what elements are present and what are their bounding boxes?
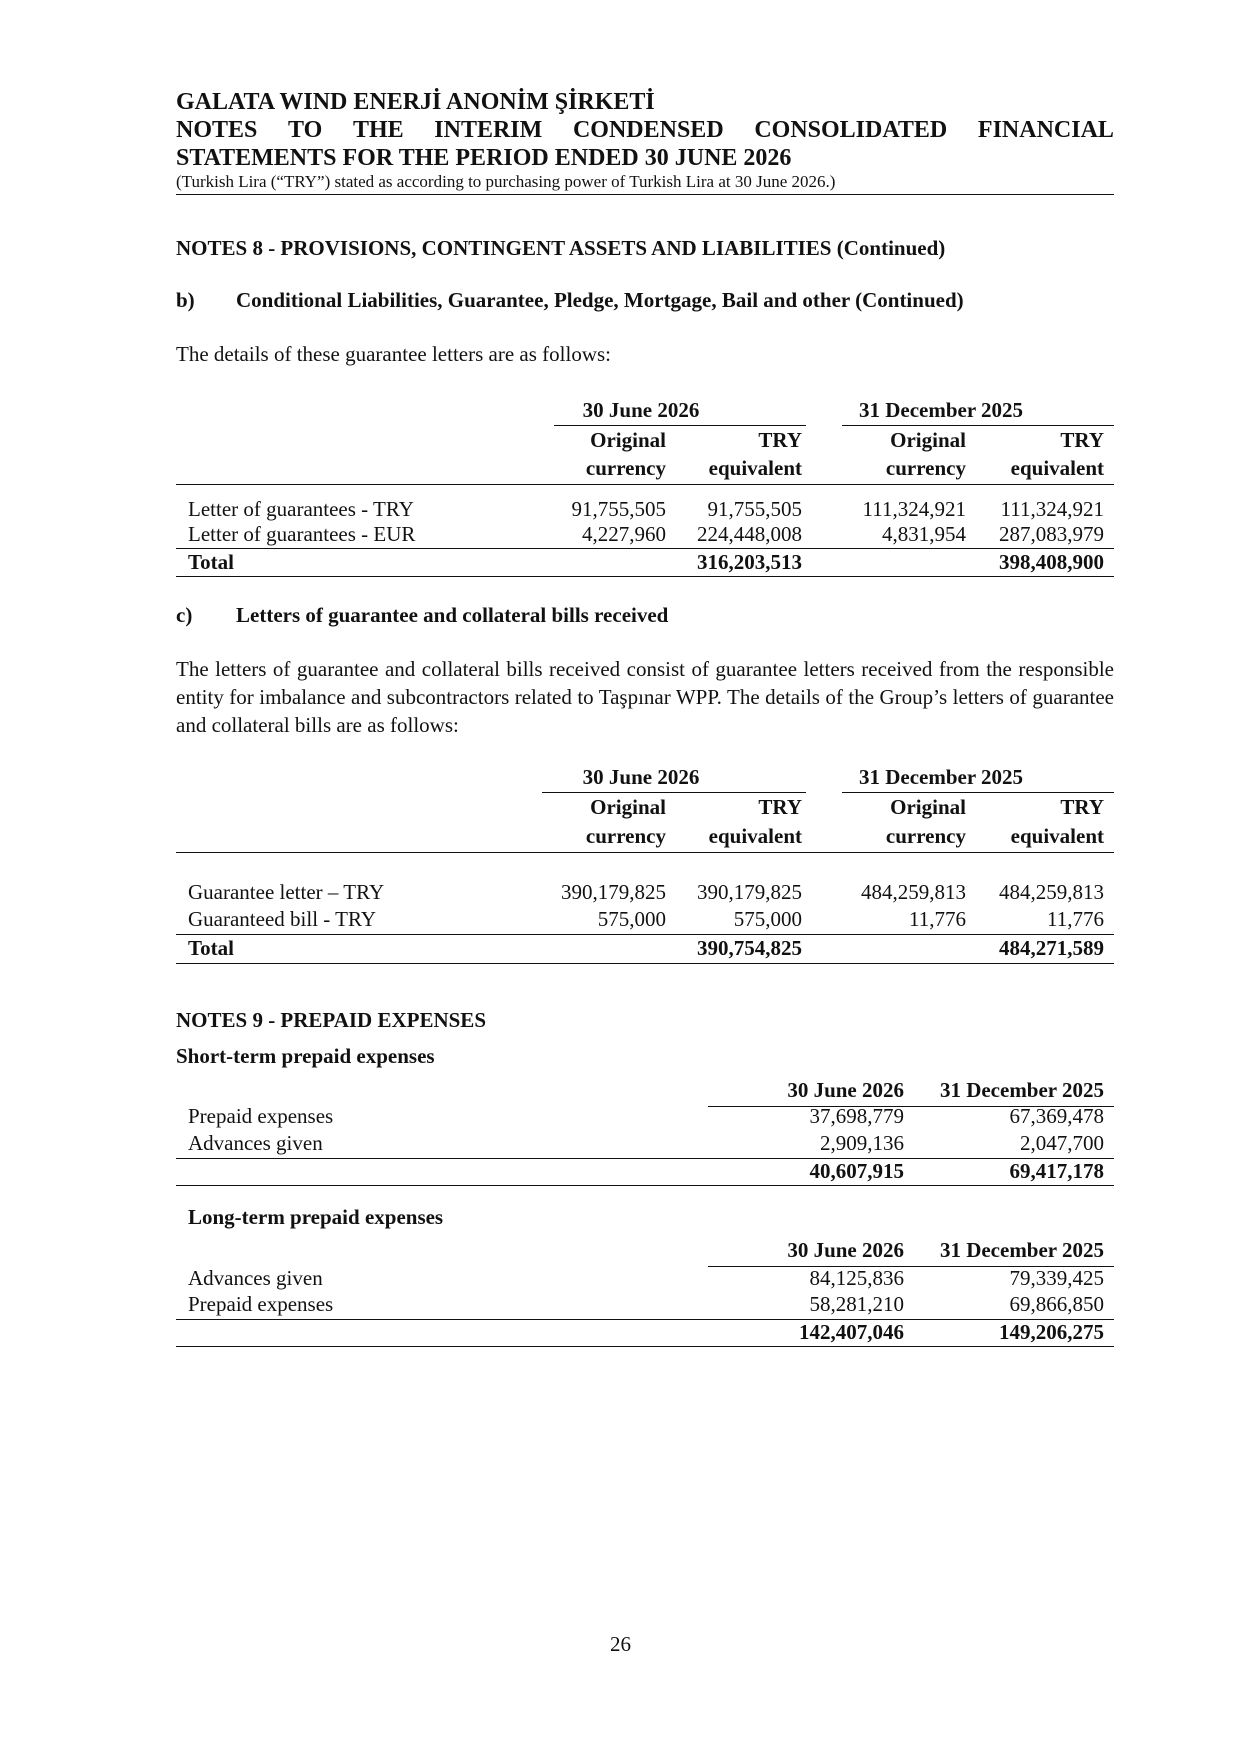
table-c-period2-rule — [842, 792, 1114, 793]
table-c-col-try2: TRY — [1060, 795, 1104, 819]
table-c-period1-rule — [542, 792, 806, 793]
header-statements-line: STATEMENTS FOR THE PERIOD ENDED 30 JUNE 2026 — [176, 145, 792, 171]
row-label: Guarantee letter – TRY — [188, 880, 385, 904]
total-p1: 390,754,825 — [697, 936, 802, 960]
row-p2-try: 111,324,921 — [1000, 497, 1104, 521]
row-p1-orig: 390,179,825 — [561, 880, 666, 904]
table-c-period2: 31 December 2025 — [858, 765, 1024, 789]
header-subtitle: (Turkish Lira (“TRY”) stated as according to purchasing power of Turkish Lira at 30 June 2026.) — [176, 172, 836, 191]
row-label: Advances given — [188, 1131, 323, 1155]
table-c-total-rule — [176, 934, 1114, 935]
table-b-col-try1b: equivalent — [708, 456, 802, 480]
table-c-period1: 30 June 2026 — [582, 765, 700, 789]
table-c-col-try1b: equivalent — [708, 824, 802, 848]
header-word: TO — [288, 117, 323, 143]
total-p2: 398,408,900 — [999, 550, 1104, 574]
note8-b-heading — [176, 288, 964, 313]
table-b-period1: 30 June 2026 — [582, 398, 700, 422]
short-term-title: Short-term prepaid expenses — [176, 1044, 435, 1068]
company-name: GALATA WIND ENERJİ ANONİM ŞİRKETİ — [176, 89, 655, 115]
table-b-bottom-rule — [176, 576, 1114, 577]
row-p1-try: 390,179,825 — [697, 880, 802, 904]
total-label: Total — [188, 550, 234, 574]
table-c-col-orig2: Original — [890, 795, 966, 819]
row-p1-try: 224,448,008 — [697, 522, 802, 546]
row-p1-try: 91,755,505 — [707, 497, 802, 521]
total-p1: 316,203,513 — [697, 550, 802, 574]
page-number: 26 — [610, 1632, 631, 1656]
table-c-bottom-rule — [176, 963, 1114, 964]
short-col1: 30 June 2026 — [787, 1078, 904, 1102]
table-c-col-orig1: Original — [590, 795, 666, 819]
row-v1: 2,909,136 — [820, 1131, 904, 1155]
table-c-col-try2b: equivalent — [1010, 824, 1104, 848]
table-c-col-orig1b: currency — [585, 824, 666, 848]
table-b-col-try2: TRY — [1060, 428, 1104, 452]
note9-title: NOTES 9 - PREPAID EXPENSES — [176, 1008, 486, 1032]
row-p2-orig: 484,259,813 — [861, 880, 966, 904]
header-word: FINANCIAL — [977, 117, 1114, 143]
row-label: Letter of guarantees - EUR — [188, 522, 416, 546]
table-b-col-orig2b: currency — [885, 456, 966, 480]
document-header — [176, 88, 1114, 195]
row-label: Prepaid expenses — [188, 1292, 334, 1316]
table-b-col-try1: TRY — [758, 428, 802, 452]
note8-c-title: Letters of guarantee and collateral bills received — [236, 603, 669, 627]
table-b-col-try2b: equivalent — [1010, 456, 1104, 480]
long-term-title: Long-term prepaid expenses — [188, 1205, 444, 1229]
row-p1-orig: 91,755,505 — [571, 497, 666, 521]
row-label: Guaranteed bill - TRY — [188, 907, 376, 931]
short-total-v1: 40,607,915 — [809, 1159, 904, 1183]
long-total-v1: 142,407,046 — [799, 1320, 904, 1344]
row-p2-orig: 111,324,921 — [862, 497, 966, 521]
note8-c-heading — [176, 603, 668, 628]
header-word: THE — [352, 117, 404, 143]
note8-b-intro: The details of these guarantee letters are as follows: — [176, 342, 611, 366]
long-bottom-rule — [176, 1346, 1114, 1347]
row-p1-try: 575,000 — [733, 907, 802, 931]
row-label: Letter of guarantees - TRY — [188, 497, 414, 521]
table-c-col-try1: TRY — [758, 795, 802, 819]
table-b-period2-rule — [842, 425, 1114, 426]
header-word: NOTES — [176, 117, 258, 143]
row-p1-orig: 4,227,960 — [582, 522, 666, 546]
table-b-total-rule — [176, 548, 1114, 549]
header-rule — [176, 194, 1114, 195]
note8-b-title: Conditional Liabilities, Guarantee, Pledge, Mortgage, Bail and other (Continued) — [236, 288, 964, 312]
row-v2: 79,339,425 — [1009, 1266, 1104, 1290]
total-p2: 484,271,589 — [999, 936, 1104, 960]
header-word: CONSOLIDATED — [754, 117, 948, 143]
row-label: Advances given — [188, 1266, 323, 1290]
short-total-v2: 69,417,178 — [1009, 1159, 1104, 1183]
row-label: Prepaid expenses — [188, 1104, 334, 1128]
row-p2-orig: 11,776 — [909, 907, 966, 931]
table-b-period1-rule — [554, 425, 806, 426]
table-c-col-orig2b: currency — [885, 824, 966, 848]
header-word: CONDENSED — [572, 117, 724, 143]
table-b-col-orig1: Original — [590, 428, 666, 452]
row-v1: 37,698,779 — [809, 1104, 904, 1128]
table-b-col-orig1b: currency — [585, 456, 666, 480]
table-b-period2: 31 December 2025 — [858, 398, 1024, 422]
table-c-header-rule — [176, 852, 1114, 853]
note8-b-letter: b) — [176, 288, 195, 312]
row-v1: 84,125,836 — [809, 1266, 904, 1290]
row-v1: 58,281,210 — [809, 1292, 904, 1316]
note8-title: NOTES 8 - PROVISIONS, CONTINGENT ASSETS AND LIABILITIES (Continued) — [176, 236, 946, 260]
long-col2: 31 December 2025 — [939, 1238, 1104, 1262]
row-p2-try: 11,776 — [1047, 907, 1104, 931]
header-word: INTERIM — [434, 117, 543, 143]
table-b-header-rule — [176, 484, 1114, 485]
short-bottom-rule — [176, 1185, 1114, 1186]
note8-c-letter: c) — [176, 603, 193, 627]
row-p2-try: 484,259,813 — [999, 880, 1104, 904]
row-p2-orig: 4,831,954 — [882, 522, 966, 546]
short-col2: 31 December 2025 — [939, 1078, 1104, 1102]
row-p2-try: 287,083,979 — [999, 522, 1104, 546]
table-b-col-orig2: Original — [890, 428, 966, 452]
row-v2: 67,369,478 — [1009, 1104, 1104, 1128]
row-v2: 69,866,850 — [1009, 1292, 1104, 1316]
header-notes-line — [176, 116, 1114, 144]
row-v2: 2,047,700 — [1020, 1131, 1104, 1155]
row-p1-orig: 575,000 — [597, 907, 666, 931]
total-label: Total — [188, 936, 234, 960]
note8-c-paragraph: The letters of guarantee and collateral bills received consist of guarantee letters received from the responsible entity for imbalance and subcontractors related to Taşpınar WPP. The details of the Group’s letters of guarantee and collateral bills are as follows: — [176, 657, 1114, 737]
long-col1: 30 June 2026 — [787, 1238, 904, 1262]
long-total-v2: 149,206,275 — [999, 1320, 1104, 1344]
